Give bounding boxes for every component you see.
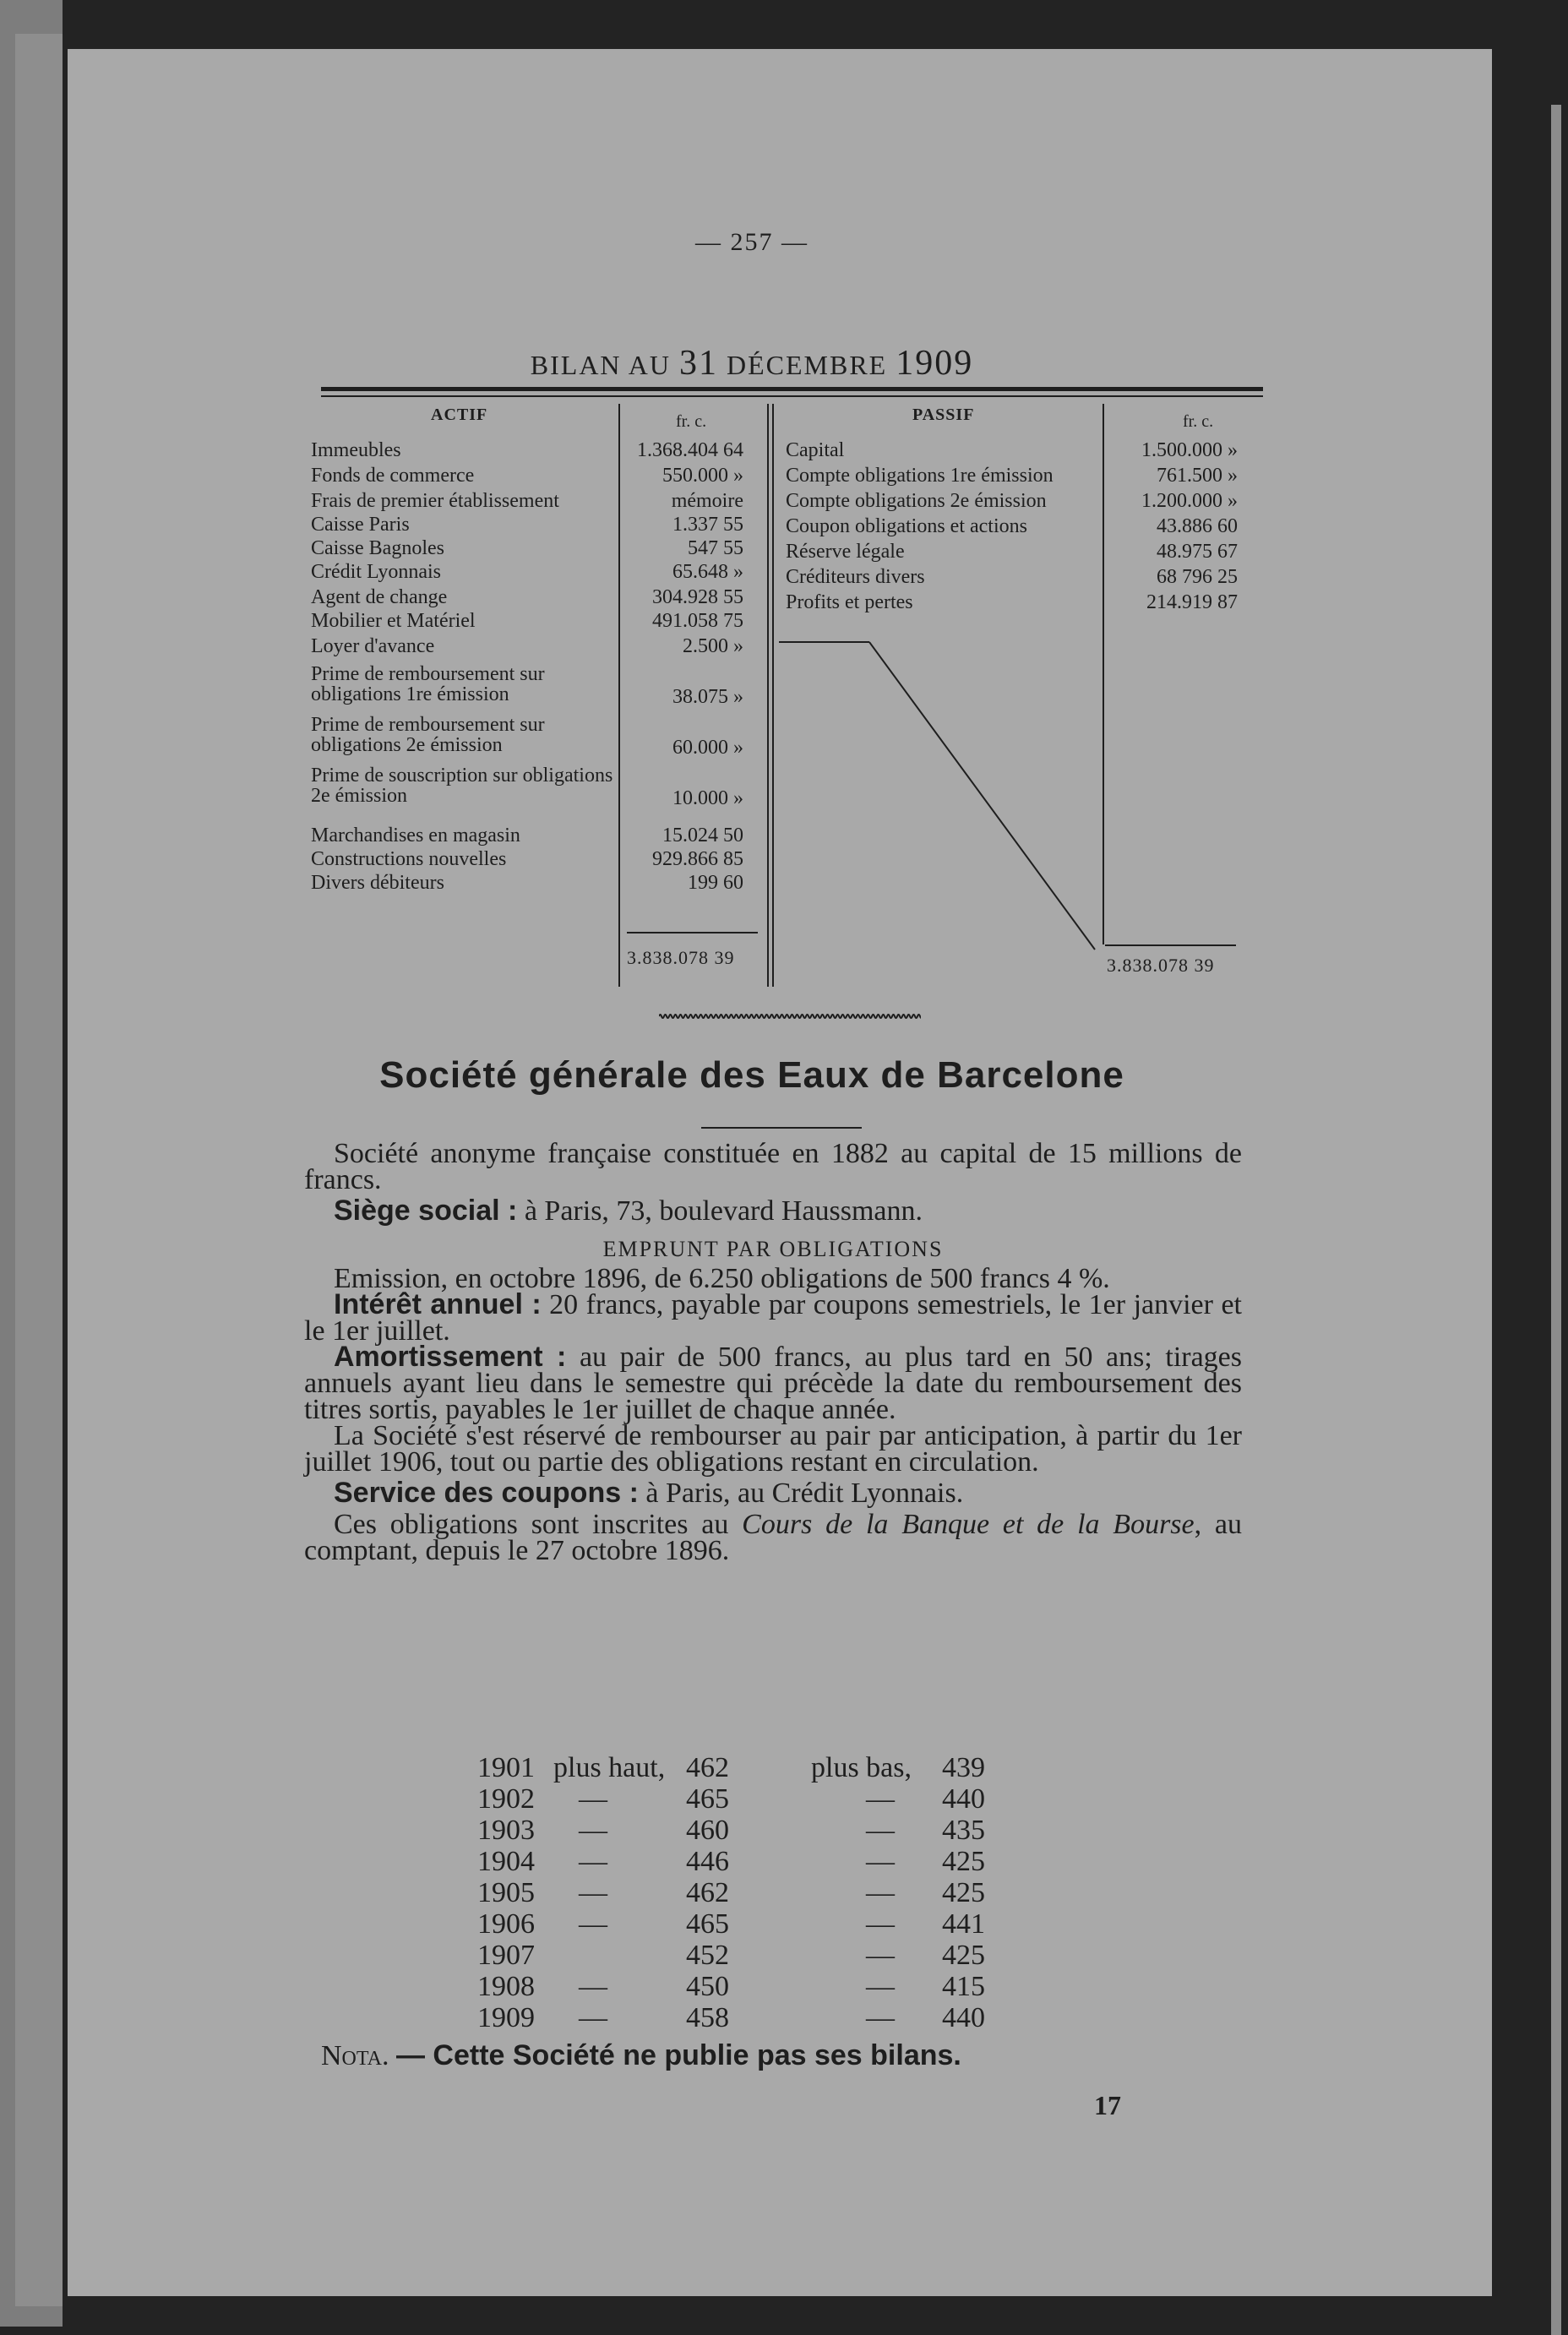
actif-row-value: 1.337 55 <box>672 514 743 536</box>
price-high: 450 <box>686 1971 729 2002</box>
actif-row-value: 547 55 <box>688 537 743 559</box>
actif-row-value: 2.500 » <box>683 635 743 657</box>
interet-paragraph: Intérêt annuel : 20 francs, payable par coupons semestriels, le 1er janvier et le 1er juillet. <box>304 1288 1242 1347</box>
price-year: 1903 <box>477 1815 535 1846</box>
actif-row-label: Caisse Paris <box>311 514 410 536</box>
intro-paragraph: Société anonyme française constituée en 1882 au capital de 15 millions de francs. <box>304 1138 1242 1195</box>
emission-paragraph: Emission, en octobre 1896, de 6.250 obligations de 500 francs 4 %. <box>334 1263 1110 1294</box>
price-high-label: — <box>579 1783 607 1815</box>
actif-row-value: 15.024 50 <box>662 825 743 846</box>
price-high: 452 <box>686 1940 729 1971</box>
price-low-label: — <box>866 1815 895 1846</box>
price-low-label: — <box>866 1783 895 1815</box>
price-high: 458 <box>686 2002 729 2033</box>
company-rule <box>701 1127 862 1129</box>
actif-row-label: Agent de change <box>311 586 448 608</box>
cours-paragraph: Ces obligations sont inscrites au Cours de la Banque et de la Bourse, au comptant, depuis le 27 octobre 1896. <box>304 1509 1243 1566</box>
price-year: 1907 <box>477 1940 535 1971</box>
price-low-label: — <box>866 1877 895 1908</box>
price-high: 462 <box>686 1877 729 1908</box>
price-low: 440 <box>942 2002 985 2033</box>
passif-row-value: 43.886 60 <box>1157 515 1238 537</box>
passif-row-value: 1.500.000 » <box>1141 439 1238 461</box>
actif-total-rule <box>627 932 758 933</box>
price-low: 415 <box>942 1971 985 2002</box>
signature-mark: 17 <box>1094 2090 1121 2120</box>
price-low: 425 <box>942 1877 985 1908</box>
actif-row-value: 304.928 55 <box>652 586 743 608</box>
actif-row-label: Fonds de commerce <box>311 465 475 487</box>
company-body <box>304 1140 1242 1564</box>
price-year: 1908 <box>477 1971 535 2002</box>
price-high: 446 <box>686 1846 729 1877</box>
passif-row-label: Capital <box>786 439 845 461</box>
passif-row-value: 214.919 87 <box>1146 591 1238 613</box>
price-low-label: — <box>866 1971 895 2002</box>
actif-row-label: Caisse Bagnoles <box>311 537 444 559</box>
price-high: 460 <box>686 1815 729 1846</box>
actif-row-label: Marchandises en magasin <box>311 825 520 846</box>
price-low-label: plus bas, <box>811 1752 912 1783</box>
balance-sheet <box>304 404 1267 991</box>
price-low-label: — <box>866 1908 895 1940</box>
price-low: 439 <box>942 1752 985 1783</box>
price-high-label: plus haut, <box>553 1752 666 1783</box>
page-number: — 257 — <box>695 228 808 256</box>
actif-row-label: Constructions nouvelles <box>311 848 507 870</box>
actif-row-value: 65.648 » <box>672 561 743 583</box>
actif-row-value: 1.368.404 64 <box>637 439 743 461</box>
price-low-label: — <box>866 1940 895 1971</box>
price-high-label: — <box>579 1815 607 1846</box>
actif-row-value: 491.058 75 <box>652 610 743 632</box>
price-year: 1906 <box>477 1908 535 1940</box>
passif-row-value: 68 796 25 <box>1157 566 1238 588</box>
price-year: 1909 <box>477 2002 535 2033</box>
price-low-label: — <box>866 1846 895 1877</box>
passif-row-label: Créditeurs divers <box>786 566 925 588</box>
price-year: 1902 <box>477 1783 535 1815</box>
price-year: 1905 <box>477 1877 535 1908</box>
page-edge <box>1551 105 1561 2335</box>
price-low: 425 <box>942 1940 985 1971</box>
price-high-label: — <box>579 1971 607 2002</box>
anticipation-paragraph: La Société s'est réservé de rembourser au pair par anticipation, à partir du 1er juillet 1906, tout ou partie des obligations restant en circulation. <box>304 1420 1242 1478</box>
actif-row-label: Mobilier et Matériel <box>311 610 476 632</box>
price-year: 1901 <box>477 1752 535 1783</box>
actif-row-label: Prime de remboursement sur obligations 2e émission <box>311 715 545 755</box>
price-high: 462 <box>686 1752 729 1783</box>
price-low: 425 <box>942 1846 985 1877</box>
page <box>68 49 1492 2296</box>
amortissement-paragraph: Amortissement : au pair de 500 francs, au plus tard en 50 ans; tirages annuels ayant lieu dans le semestre qui précède la date du remboursement des titres sortis, payables le 1er juillet de chaque année. <box>304 1341 1242 1425</box>
column-divider <box>767 404 769 987</box>
company-name: Société générale des Eaux de Barcelone <box>379 1054 1124 1096</box>
actif-row-label: Prime de souscription sur obligations 2e émission <box>311 765 613 806</box>
passif-row-value: 761.500 » <box>1157 465 1238 487</box>
actif-row-label: Prime de remboursement sur obligations 1re émission <box>311 664 545 705</box>
siege-paragraph: Siège social : à Paris, 73, boulevard Haussmann. <box>334 1195 923 1227</box>
actif-header: ACTIF <box>431 405 488 424</box>
price-year: 1904 <box>477 1846 535 1877</box>
passif-row-value: 1.200.000 » <box>1141 490 1238 512</box>
price-high-label: — <box>579 1908 607 1940</box>
actif-row-value: 10.000 » <box>672 787 743 809</box>
passif-total-rule <box>1105 944 1236 946</box>
actif-row-value: 38.075 » <box>672 686 743 708</box>
service-paragraph: Service des coupons : à Paris, au Crédit Lyonnais. <box>334 1477 964 1509</box>
price-low: 440 <box>942 1783 985 1815</box>
price-high-label: — <box>579 1846 607 1877</box>
price-high-label: — <box>579 2002 607 2033</box>
actif-row-value: 60.000 » <box>672 737 743 759</box>
page-content <box>241 49 1263 2245</box>
price-low: 435 <box>942 1815 985 1846</box>
actif-row-value: 929.866 85 <box>652 848 743 870</box>
passif-row-value: 48.975 67 <box>1157 541 1238 563</box>
passif-row-label: Réserve légale <box>786 541 905 563</box>
actif-row-label: Crédit Lyonnais <box>311 561 441 583</box>
ornamental-divider <box>659 1012 921 1021</box>
actif-row-value: 199 60 <box>688 872 743 894</box>
actif-unit-header: fr. c. <box>676 412 707 431</box>
passif-total: 3.838.078 39 <box>1107 955 1215 976</box>
previous-page-edge <box>0 0 63 2327</box>
price-low-label: — <box>866 2002 895 2033</box>
price-low: 441 <box>942 1908 985 1940</box>
emprunt-heading: EMPRUNT PAR OBLIGATIONS <box>602 1237 944 1261</box>
actif-row-label: Frais de premier établissement <box>311 490 559 512</box>
price-high: 465 <box>686 1908 729 1940</box>
title-rule <box>321 387 1263 391</box>
actif-row-value: mémoire <box>671 490 743 512</box>
price-high-label: — <box>579 1877 607 1908</box>
balance-title: BILAN AU 31 DÉCEMBRE 1909 <box>530 344 974 383</box>
passif-row-label: Profits et pertes <box>786 591 913 613</box>
passif-row-label: Coupon obligations et actions <box>786 515 1027 537</box>
actif-row-label: Loyer d'avance <box>311 635 435 657</box>
passif-row-label: Compte obligations 2e émission <box>786 490 1047 512</box>
actif-total: 3.838.078 39 <box>627 947 735 968</box>
actif-row-label: Divers débiteurs <box>311 872 444 894</box>
actif-row-value: 550.000 » <box>662 465 743 487</box>
title-rule-thin <box>321 395 1263 397</box>
price-high: 465 <box>686 1783 729 1815</box>
actif-row-label: Immeubles <box>311 439 401 461</box>
passif-header: PASSIF <box>912 405 975 424</box>
passif-row-label: Compte obligations 1re émission <box>786 465 1054 487</box>
nota: Nota. — Cette Société ne publie pas ses bilans. <box>321 2039 961 2071</box>
blank-space-strike <box>772 640 1103 953</box>
passif-unit-header: fr. c. <box>1183 412 1214 431</box>
